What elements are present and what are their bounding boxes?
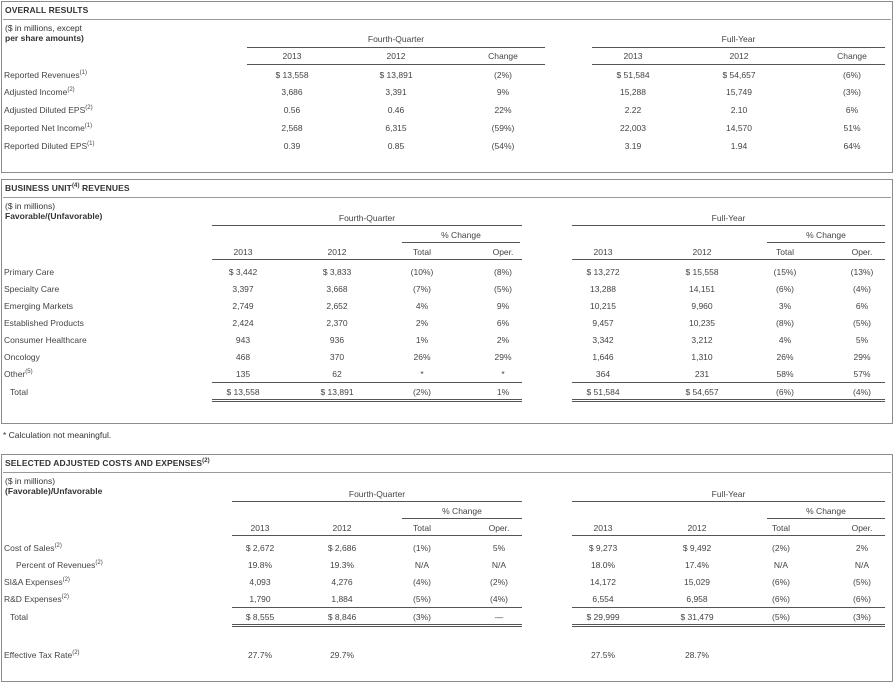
row-label: [4, 284, 59, 294]
row-value: 6,315: [385, 123, 407, 133]
row-value: 5%: [492, 543, 506, 553]
row-label-footnote: (2): [67, 87, 75, 94]
row-value: (8%): [494, 267, 512, 277]
row-value: 3.19: [624, 141, 642, 151]
row-value: 2,424: [232, 318, 254, 328]
footnote: * Calculation not meaningful.: [3, 430, 112, 440]
row-value: 57%: [853, 369, 871, 379]
row-label: [16, 560, 103, 570]
row-value: N/A: [491, 560, 507, 570]
fq-header: Fourth-Quarter: [338, 213, 396, 223]
row-value: 0.39: [283, 141, 301, 151]
row-label-text: SI&A Expenses: [4, 577, 63, 587]
row-value: 1,646: [592, 352, 614, 362]
row-value: 9%: [496, 87, 510, 97]
total-rule: [212, 382, 522, 383]
row-value: 51%: [843, 123, 861, 133]
row-value: 13,288: [590, 284, 616, 294]
row-value: N/A: [854, 560, 870, 570]
row-value: $ 13,891: [379, 70, 413, 80]
row-value: 1,790: [249, 594, 271, 604]
col-2012: 2012: [327, 247, 347, 257]
row-label-text: Effective Tax Rate: [4, 650, 73, 660]
row-value: 3,668: [326, 284, 348, 294]
tax-value: 27.7%: [247, 650, 273, 660]
fq-col-rule: [247, 64, 545, 65]
row-value: 0.56: [283, 105, 301, 115]
total-value: (5%): [772, 612, 790, 622]
col-2013: 2013: [593, 247, 613, 257]
col-oper: Oper.: [851, 247, 873, 257]
row-label-text: R&D Expenses: [4, 594, 62, 604]
col-oper: Oper.: [488, 523, 510, 533]
fq-col-rule: [232, 535, 522, 536]
overall-note: [5, 23, 84, 43]
fy-col-rule: [572, 535, 885, 536]
pct-change-header: % Change: [806, 506, 846, 516]
row-value: (6%): [772, 594, 790, 604]
row-label: [4, 335, 87, 345]
row-label-text: Established Products: [4, 318, 84, 328]
row-value: 231: [694, 369, 710, 379]
row-value: 9%: [496, 301, 510, 311]
row-label: [4, 267, 54, 277]
row-value: 4%: [778, 335, 792, 345]
row-value: 62: [332, 369, 342, 379]
row-value: 15,749: [726, 87, 752, 97]
total-value: (6%): [776, 387, 794, 397]
row-value: (5%): [413, 594, 431, 604]
row-value: 18.0%: [590, 560, 616, 570]
row-label: [4, 141, 95, 151]
row-label-text: Consumer Healthcare: [4, 335, 87, 345]
row-value: 3,342: [592, 335, 614, 345]
row-label: [4, 369, 33, 379]
row-value: 14,151: [689, 284, 715, 294]
col-change: Change: [488, 51, 518, 61]
row-value: 1,310: [691, 352, 713, 362]
row-value: 6,554: [592, 594, 614, 604]
row-value: *: [420, 369, 424, 379]
row-value: (6%): [843, 70, 861, 80]
fy-header: Full-Year: [711, 213, 746, 223]
row-value: 1,884: [331, 594, 353, 604]
pct-change-rule: [402, 518, 522, 519]
row-value: 19.8%: [247, 560, 273, 570]
row-label-text: Primary Care: [4, 267, 55, 277]
col-total: Total: [413, 247, 431, 257]
total-value: $ 29,999: [586, 612, 620, 622]
total-value: $ 13,891: [320, 387, 354, 397]
total-value: $ 31,479: [680, 612, 714, 622]
total-double-rule: [572, 399, 885, 402]
row-value: 6%: [845, 105, 859, 115]
row-label-text: Oncology: [4, 352, 40, 362]
fq-header-rule: [247, 47, 545, 48]
row-value: $ 15,558: [685, 267, 719, 277]
row-value: 10,215: [590, 301, 616, 311]
total-rule: [572, 382, 885, 383]
row-value: (4%): [490, 594, 508, 604]
row-value: 6%: [496, 318, 510, 328]
row-label-footnote: (1): [84, 123, 93, 130]
row-value: 1%: [415, 335, 429, 345]
total-rule: [232, 607, 522, 608]
row-value: (3%): [843, 87, 861, 97]
row-label: [4, 650, 80, 660]
row-value: 2,749: [232, 301, 254, 311]
business-unit-title-text: BUSINESS UNIT: [5, 183, 72, 193]
row-value: 943: [235, 335, 251, 345]
row-value: 9,960: [691, 301, 713, 311]
col-total: Total: [772, 523, 790, 533]
col-2012: 2012: [687, 523, 707, 533]
row-value: 15,288: [620, 87, 646, 97]
row-value: 2.10: [730, 105, 748, 115]
row-value: 5%: [855, 335, 869, 345]
overall-results-title: OVERALL RESULTS: [5, 5, 89, 15]
row-value: 2.22: [624, 105, 642, 115]
row-value: 6,958: [686, 594, 708, 604]
fy-col-rule: [572, 259, 885, 260]
overall-note-line2: per share amounts): [5, 33, 84, 43]
row-label-text: Cost of Sales: [4, 543, 55, 553]
fy-header: Full-Year: [711, 489, 746, 499]
fy-header-rule: [592, 47, 885, 48]
row-value: 10,235: [689, 318, 715, 328]
row-value: (2%): [772, 543, 790, 553]
row-value: 64%: [843, 141, 861, 151]
row-value: 936: [329, 335, 345, 345]
business-unit-title-sup: (4): [71, 183, 80, 190]
row-value: 370: [329, 352, 345, 362]
row-value: 4%: [415, 301, 429, 311]
row-value: (15%): [773, 267, 797, 277]
total-value: —: [494, 612, 504, 622]
row-value: (7%): [413, 284, 431, 294]
business-note-line1: ($ in millions): [5, 201, 56, 211]
row-label-text: Other: [4, 369, 26, 379]
row-value: (1%): [413, 543, 431, 553]
section-rule: [3, 197, 891, 198]
row-value: 14,570: [726, 123, 752, 133]
business-note-line2: Favorable/(Unfavorable): [5, 211, 103, 221]
row-value: 15,029: [684, 577, 710, 587]
fq-header: Fourth-Quarter: [367, 34, 425, 44]
row-value: (6%): [776, 284, 794, 294]
pct-change-rule: [767, 518, 885, 519]
row-value: 19.3%: [329, 560, 355, 570]
pct-change-rule: [402, 242, 520, 243]
fy-col-rule: [592, 64, 885, 65]
row-value: $ 54,657: [722, 70, 756, 80]
adjusted-costs-title-text: SELECTED ADJUSTED COSTS AND EXPENSES: [5, 458, 203, 468]
tax-value: 29.7%: [329, 650, 355, 660]
row-value: 22,003: [620, 123, 646, 133]
col-2013: 2013: [593, 523, 613, 533]
row-label-footnote: (2): [85, 105, 93, 112]
col-2012: 2012: [692, 247, 712, 257]
row-label-footnote: (2): [95, 560, 103, 567]
row-value: 0.46: [387, 105, 405, 115]
row-value: (2%): [490, 577, 508, 587]
row-value: (5%): [494, 284, 512, 294]
row-label: [4, 87, 75, 97]
row-value: 135: [235, 369, 251, 379]
row-value: 2,652: [326, 301, 348, 311]
row-label: [4, 301, 73, 311]
fy-header-rule: [572, 501, 885, 502]
row-value: (8%): [776, 318, 794, 328]
col-2013: 2013: [233, 247, 253, 257]
fq-header-rule: [212, 225, 522, 226]
row-label-footnote: (1): [87, 141, 95, 148]
pct-change-header: % Change: [806, 230, 846, 240]
fy-header: Full-Year: [721, 34, 756, 44]
row-value: 22%: [494, 105, 512, 115]
row-value: N/A: [773, 560, 789, 570]
col-2013: 2013: [250, 523, 270, 533]
col-2012: 2012: [729, 51, 749, 61]
total-double-rule: [572, 624, 885, 627]
row-value: 4,276: [331, 577, 353, 587]
row-label-footnote: (1): [79, 70, 87, 77]
row-value: (2%): [494, 70, 512, 80]
row-value: 3%: [778, 301, 792, 311]
row-value: (59%): [491, 123, 515, 133]
row-label-footnote: (2): [62, 577, 70, 584]
total-value: $ 13,558: [226, 387, 260, 397]
col-2012: 2012: [332, 523, 352, 533]
tax-value: 27.5%: [590, 650, 616, 660]
row-label-text: Reported Revenues: [4, 70, 80, 80]
row-label: [4, 70, 87, 80]
row-label: [4, 543, 62, 553]
business-unit-section: [1, 179, 893, 424]
overall-results-section: [1, 1, 893, 173]
row-value: 14,172: [590, 577, 616, 587]
row-value: *: [501, 369, 505, 379]
row-value: 3,686: [281, 87, 303, 97]
section-rule: [3, 472, 891, 473]
col-total: Total: [413, 523, 431, 533]
fq-header-rule: [232, 501, 522, 502]
row-value: 3,391: [385, 87, 407, 97]
row-value: 29%: [853, 352, 871, 362]
total-value: $ 54,657: [685, 387, 719, 397]
business-unit-title-suffix: REVENUES: [79, 183, 130, 193]
row-label-text: Reported Net Income: [4, 123, 85, 133]
row-value: (6%): [772, 577, 790, 587]
total-value: $ 8,846: [327, 612, 357, 622]
row-label: [4, 105, 93, 115]
total-value: (3%): [853, 612, 871, 622]
pct-change-header: % Change: [442, 506, 482, 516]
row-value: $ 2,672: [245, 543, 275, 553]
row-value: $ 13,558: [275, 70, 309, 80]
row-value: 0.85: [387, 141, 405, 151]
col-2012: 2012: [386, 51, 406, 61]
adjusted-costs-title: [5, 458, 210, 468]
overall-note-line1: ($ in millions, except: [5, 23, 83, 33]
col-total: Total: [776, 247, 794, 257]
total-label: Total: [10, 387, 28, 397]
total-double-rule: [212, 399, 522, 402]
row-label: [4, 123, 92, 133]
row-label: [4, 577, 70, 587]
row-value: 26%: [413, 352, 431, 362]
costs-note-line1: ($ in millions): [5, 476, 56, 486]
total-value: $ 8,555: [245, 612, 275, 622]
row-value: (10%): [410, 267, 434, 277]
business-unit-title: [5, 183, 130, 193]
total-rule: [572, 607, 885, 608]
row-value: 2%: [855, 543, 869, 553]
total-value: (3%): [413, 612, 431, 622]
row-value: N/A: [414, 560, 430, 570]
section-rule: [3, 19, 891, 20]
row-value: 2%: [415, 318, 429, 328]
fq-col-rule: [212, 259, 522, 260]
total-value: (4%): [853, 387, 871, 397]
col-change: Change: [837, 51, 867, 61]
fq-header: Fourth-Quarter: [348, 489, 406, 499]
tax-value: 28.7%: [684, 650, 710, 660]
row-value: 9,457: [592, 318, 614, 328]
total-label: Total: [10, 612, 28, 622]
adjusted-costs-title-sup: (2): [202, 458, 210, 465]
row-value: (4%): [413, 577, 431, 587]
row-label-footnote: (2): [61, 594, 69, 601]
row-label: [4, 318, 84, 328]
total-value: $ 51,584: [586, 387, 620, 397]
row-value: $ 9,273: [588, 543, 618, 553]
row-value: $ 3,442: [228, 267, 258, 277]
row-label: [4, 352, 40, 362]
costs-note-line2: (Favorable)/Unfavorable: [5, 486, 103, 496]
row-label-text: Specialty Care: [4, 284, 60, 294]
row-value: $ 9,492: [682, 543, 712, 553]
pct-change-header: % Change: [441, 230, 481, 240]
row-value: (4%): [853, 284, 871, 294]
row-label-footnote: (5): [25, 369, 33, 376]
row-value: $ 13,272: [586, 267, 620, 277]
col-2013: 2013: [623, 51, 643, 61]
total-value: 1%: [496, 387, 510, 397]
total-value: (2%): [413, 387, 431, 397]
row-label-footnote: (2): [54, 543, 62, 550]
row-label-footnote: (2): [72, 650, 80, 657]
col-2013: 2013: [282, 51, 302, 61]
row-value: 58%: [776, 369, 794, 379]
business-note: [5, 201, 102, 221]
row-value: $ 3,833: [322, 267, 352, 277]
row-value: 1.94: [730, 141, 748, 151]
row-value: 17.4%: [684, 560, 710, 570]
row-label-text: Adjusted Income: [4, 87, 68, 97]
adjusted-costs-section: [1, 454, 893, 682]
row-value: 6%: [855, 301, 869, 311]
row-label-text: Reported Diluted EPS: [4, 141, 88, 151]
row-value: 2%: [496, 335, 510, 345]
row-value: (5%): [853, 318, 871, 328]
row-value: 4,093: [249, 577, 271, 587]
row-value: (6%): [853, 594, 871, 604]
row-value: 29%: [494, 352, 512, 362]
total-double-rule: [232, 624, 522, 627]
row-value: 2,370: [326, 318, 348, 328]
row-value: (13%): [850, 267, 874, 277]
row-value: 3,397: [232, 284, 254, 294]
row-value: $ 51,584: [616, 70, 650, 80]
col-oper: Oper.: [851, 523, 873, 533]
row-value: 468: [235, 352, 251, 362]
row-value: 2,568: [281, 123, 303, 133]
row-label-text: Percent of Revenues: [16, 560, 96, 570]
row-label: [4, 594, 69, 604]
row-value: 3,212: [691, 335, 713, 345]
row-value: $ 2,686: [327, 543, 357, 553]
row-value: 364: [595, 369, 611, 379]
costs-note: [5, 476, 102, 496]
row-value: 26%: [776, 352, 794, 362]
col-oper: Oper.: [492, 247, 514, 257]
pct-change-rule: [767, 242, 885, 243]
row-label-text: Adjusted Diluted EPS: [4, 105, 86, 115]
row-label-text: Emerging Markets: [4, 301, 73, 311]
row-value: (54%): [491, 141, 515, 151]
row-value: (5%): [853, 577, 871, 587]
fy-header-rule: [572, 225, 885, 226]
